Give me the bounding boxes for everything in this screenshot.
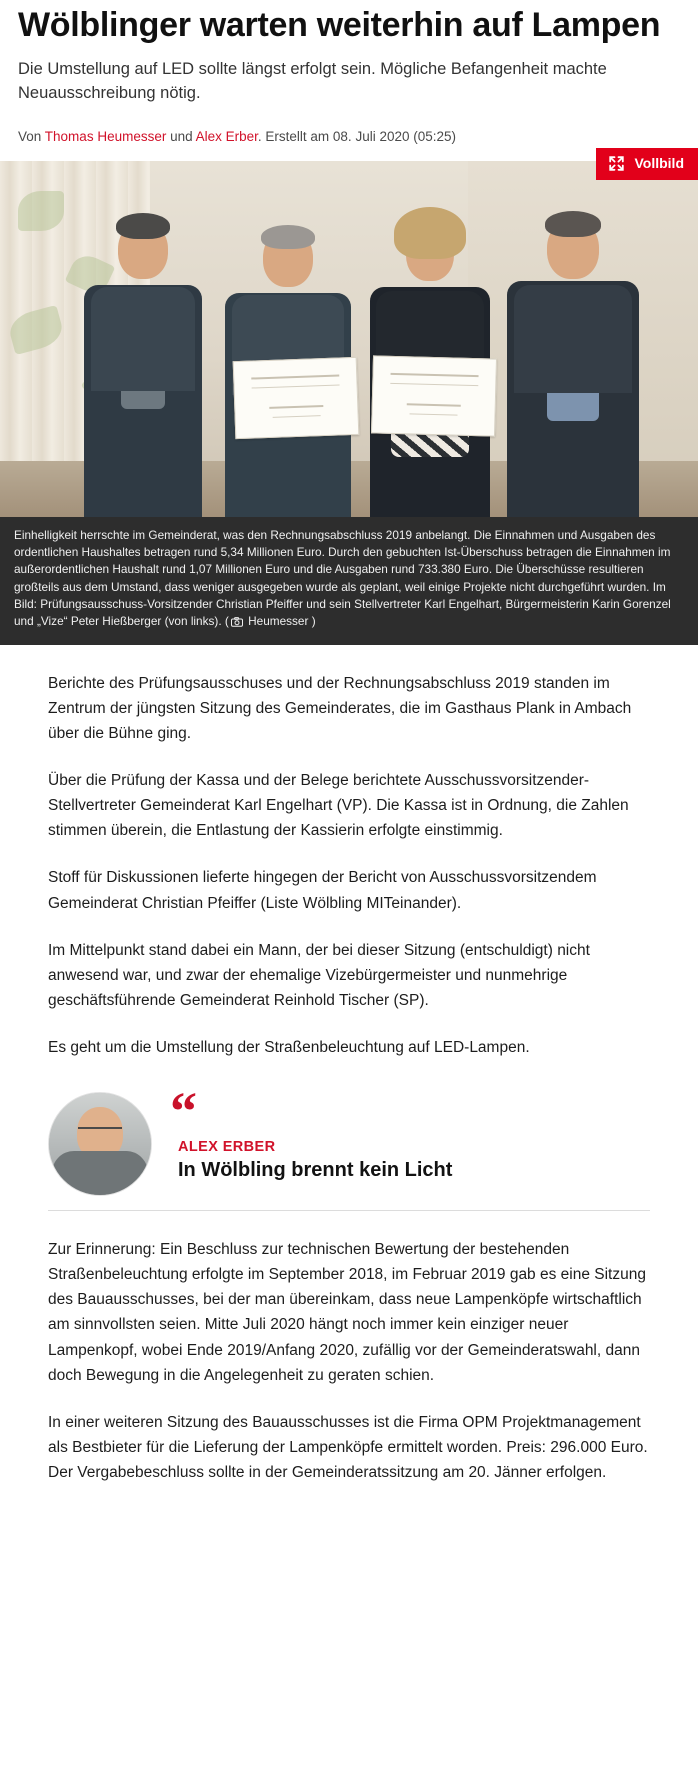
photo-document-left [233,357,360,439]
article-paragraph: Zur Erinnerung: Ein Beschluss zur technischen Bewertung der bestehenden Straßenbeleuchtung erfolgte im September 2018, im Februar 2019 gab es eine Sitzung des Bauausschusses, bei der man übereinkam, dass neue Lampenköpfe wirtschaftlich am sinnvollsten seien. Mitte Juli 2020 hängt noch immer kein einziger neuer Lampenkopf, wobei Ende 2019/Anfang 2020, zufällig vor der Gemeinderatswahl, dann doch Bewegung in die Angelegenheit zu geraten schien. [48,1241,646,1384]
photo-person-4 [498,199,648,517]
author-link-1[interactable]: Thomas Heumesser [44,128,167,144]
pullquote-text: In Wölbling brennt kein Licht [178,1159,453,1182]
article-figure [0,155,698,645]
fullscreen-button[interactable] [596,148,698,180]
article-paragraph: Es geht um die Umstellung der Straßenbeleuchtung auf LED-Lampen. [48,1038,530,1056]
page-title: Wölblinger warten weiterhin auf Lampen [18,6,661,44]
photo-leaf-decor [18,191,64,231]
article-paragraph: Im Mittelpunkt stand dabei ein Mann, der bei dieser Sitzung (entschuldigt) nicht anwesend war, und zwar der ehemalige Vizebürgermeister und nunmehrige geschäftsführende Gemeinderat Reinhold Tischer (SP). [48,941,590,1009]
pullquote-content [168,1105,452,1183]
image-caption [0,517,698,645]
quote-mark-icon: “ [170,1081,197,1142]
pullquote-author: ALEX ERBER [178,1139,276,1156]
fullscreen-label: Vollbild [634,155,684,172]
article-paragraph: Über die Prüfung der Kassa und der Belege berichtete Ausschussvorsitzender-Stellvertreter Gemeinderat Karl Engelhart (VP). Die Kassa ist in Ordnung, die Zahlen stimmen überein, die Entlastung der Kassierin erfolgte einstimmig. [48,772,629,840]
article-header [0,0,698,147]
byline-prefix: Von [18,128,45,144]
article-paragraph: Stoff für Diskussionen lieferte hingegen der Bericht von Ausschussvorsitzendem Gemeinderat Christian Pfeiffer (Liste Wölbling MITeinander). [48,869,597,912]
byline-date: . Erstellt am 08. Juli 2020 (05:25) [257,128,457,144]
image-caption-text: Einhelligkeit herrschte im Gemeinderat, was den Rechnungsabschluss 2019 anbelangt. Die Einnahmen und Ausgaben des ordentlichen Haushaltes betragen rund 5,34 Millionen Euro. Durch den gebuchten Ist-Überschuss betragen die Einnahmen im außerordentlichen Haushalt rund 1,07 Millionen Euro und die Ausgaben rund 733.380 Euro. Die Überschüsse resultieren großteils aus dem Umstand, dass weniger ausgegeben wurde als geplant, weil einige Projekte nicht durchgeführt wurden. Im Bild: Prüfungsausschuss-Vorsitzender Christian Pfeiffer und sein Stellvertreter Karl Engelhart, Bürgermeisterin Karin Gorenzel und „Vize“ Peter Hießberger (von links). ( [14,527,671,629]
article-standfirst: Die Umstellung auf LED sollte längst erfolgt sein. Mögliche Befangenheit machte Neuausschreibung nötig. [18,60,607,102]
byline [18,128,680,147]
fullscreen-icon [608,155,625,172]
photo-document-right [371,355,497,436]
pullquote [48,1082,650,1211]
article-body [0,645,698,1537]
byline-conjunction: und [166,128,196,144]
camera-icon [231,615,243,632]
avatar [48,1092,152,1196]
author-link-2[interactable]: Alex Erber [195,128,258,144]
article-paragraph: Berichte des Prüfungsausschuses und der Rechnungsabschluss 2019 standen im Zentrum der jüngsten Sitzung des Gemeinderates, die im Gasthaus Plank in Ambach über die Bühne ging. [48,674,632,742]
article-photo[interactable] [0,161,698,517]
article-paragraph: In einer weiteren Sitzung des Bauausschusses ist die Firma OPM Projektmanagement als Bestbieter für die Lieferung der Lampenköpfe ermittelt worden. Preis: 296.000 Euro. Der Vergabebeschluss sollte in der Gemeinderatssitzung am 20. Jänner erfolgen. [48,1413,648,1481]
image-credit: Heumesser ) [248,614,316,629]
photo-person-1 [78,207,208,517]
